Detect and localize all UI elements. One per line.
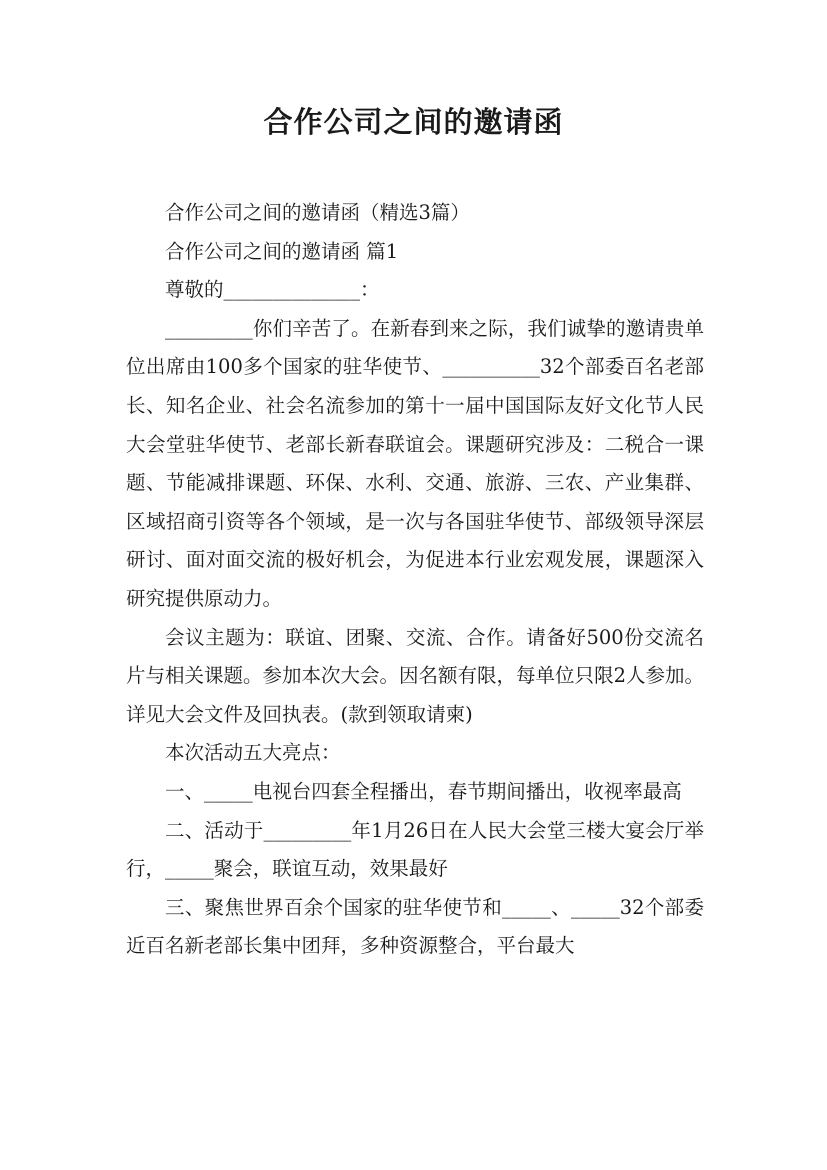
paragraph-highlight-3: 三、聚焦世界百余个国家的驻华使节和_____、_____32个部委近百名新老部长集中团拜，多种资源整合，平台最大 <box>126 895 704 958</box>
paragraph-section-heading: 合作公司之间的邀请函 篇1 <box>165 239 399 263</box>
paragraph-subtitle: 合作公司之间的邀请函（精选3篇） <box>165 201 470 224</box>
paragraph-meeting-theme: 会议主题为：联谊、团聚、交流、合作。请备好500份交流名片与相关课题。参加本次大会。因名额有限，每单位只限2人参加。详见大会文件及回执表。(款到领取请柬) <box>126 625 704 726</box>
paragraph-invitation-body: _________你们辛苦了。在新春到来之际，我们诚挚的邀请贵单位出席由100多个国家的驻华使节、__________32个部委百名老部长、知名企业、社会名流参加的第十一届中国国际友好文化节人民大会堂驻华使节、老部长新春联谊会。课题研究涉及：二税合一课题、节能减排课题、环保、水利、交通、旅游、三农、产业集群、区域招商引资等各个领域，是一次与各国驻华使节、部级领导深层研讨、面对面交流的极好机会，为促进本行业宏观发展，课题深入研究提供原动力。 <box>126 316 704 610</box>
paragraph-highlights-heading: 本次活动五大亮点： <box>165 741 341 765</box>
document-title: 合作公司之间的邀请函 <box>263 105 564 139</box>
paragraph-highlight-2: 二、活动于_________年1月26日在人民大会堂三楼大宴会厅举行，_____聚会，联谊互动，效果最好 <box>126 818 704 881</box>
paragraph-salutation: 尊敬的______________： <box>165 278 380 302</box>
document-body <box>126 194 704 966</box>
paragraph-highlight-1: 一、_____电视台四套全程播出，春节期间播出，收视率最高 <box>165 779 682 803</box>
